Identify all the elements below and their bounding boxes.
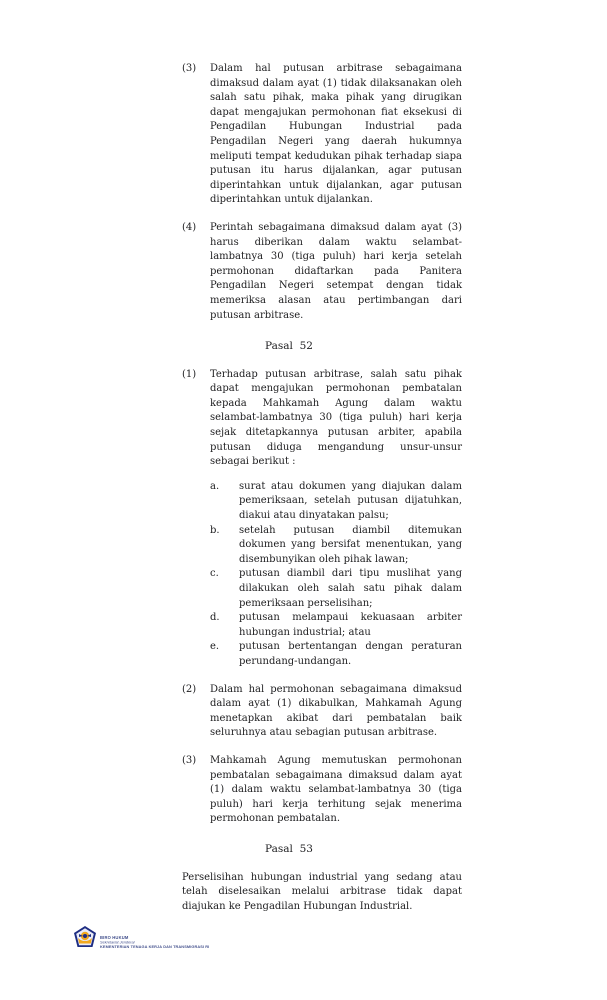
sub-item-c xyxy=(210,567,462,611)
sub-item-text: putusan melampaui kekuasaan arbiter hubungan industrial; atau xyxy=(239,612,462,638)
footer-org-unit: Sekretariat Jenderal xyxy=(100,940,135,945)
clause-number: (2) xyxy=(182,683,197,695)
footer-text xyxy=(100,930,290,948)
sub-item-letter: c. xyxy=(210,568,219,580)
footer-ministry-name: KEMENTERIAN TENAGA KERJA DAN TRANSMIGRASI RI xyxy=(100,945,210,949)
sub-item-letter: b. xyxy=(210,524,220,536)
pasal53-text: Perselisihan hubungan industrial yang sedang atau telah diselesaikan melalui arbitrase tidak dapat diajukan ke Pengadilan Hubungan Industrial. xyxy=(182,871,462,912)
sub-item-text: setelah putusan diambil ditemukan dokumen yang bersifat menentukan, yang disembunyikan oleh pihak lawan; xyxy=(239,524,462,565)
sub-item-b xyxy=(210,524,462,568)
footer-org-name: BIRO HUKUM xyxy=(100,935,129,941)
document-body xyxy=(182,62,462,914)
sub-item-letter: e. xyxy=(210,641,220,653)
pasal-52-heading: Pasal 52 xyxy=(265,340,313,353)
sub-item-text: putusan diambil dari tipu muslihat yang dilakukan oleh salah satu pihak dalam pemeriksaan perselisihan; xyxy=(239,568,462,609)
clause-ayat-4 xyxy=(182,221,462,323)
pasal52-clause-2 xyxy=(182,683,462,741)
pasal52-clause-3 xyxy=(182,754,462,827)
clause-number: (3) xyxy=(182,754,197,766)
pasal-53-heading: Pasal 53 xyxy=(265,842,313,855)
clause-text: Perintah sebagaimana dimaksud dalam ayat (3) harus diberikan dalam waktu selambat-lambatnya 30 (tiga puluh) hari kerja setelah permohonan didaftarkan pada Panitera Pengadilan Negeri setempat dengan tidak memeriksa alasan atau pertimbangan dari putusan arbitrase. xyxy=(210,221,462,321)
clause-number: (4) xyxy=(182,221,197,233)
sub-item-text: surat atau dokumen yang diajukan dalam pemeriksaan, setelah putusan dijatuhkan, diakui atau dinyatakan palsu; xyxy=(239,480,462,522)
pasal52-clause1-sublist xyxy=(210,480,462,670)
sub-item-letter: d. xyxy=(210,612,220,624)
pasal52-clause-1 xyxy=(182,368,462,670)
sub-item-a xyxy=(210,480,462,524)
clause-ayat-3 xyxy=(182,62,462,208)
clause-text: Dalam hal putusan arbitrase sebagaimana dimaksud dalam ayat (1) tidak dilaksanakan oleh salah satu pihak, maka pihak yang dirugikan dapat mengajukan permohonan fiat eksekusi di Pengadilan Hubungan Industrial pada Pengadilan Negeri yang daerah hukumnya meliputi tempat kedudukan pihak terhadap siapa putusan itu harus dijalankan, agar putusan diperintahkan untuk dijalankan, agar putusan diperintahkan untuk dijalankan. xyxy=(210,63,462,206)
footer xyxy=(73,925,290,953)
clause-number: (1) xyxy=(182,368,197,380)
ministry-emblem-icon xyxy=(73,925,97,953)
clause-text: Dalam hal permohonan sebagaimana dimaksud dalam ayat (1) dikabulkan, Mahkamah Agung menetapkan akibat dari pembatalan baik seluruhnya atau sebagian putusan arbitrase. xyxy=(210,683,462,739)
sub-item-letter: a. xyxy=(210,480,220,492)
clause-number: (3) xyxy=(182,63,197,74)
sub-item-text: putusan bertentangan dengan peraturan perundang-undangan. xyxy=(239,641,462,667)
clause-text: Terhadap putusan arbitrase, salah satu pihak dapat mengajukan permohonan pembatalan kepada Mahkamah Agung dalam waktu selambat-lambatnya 30 (tiga puluh) hari kerja sejak ditetapkannya putusan arbiter, apabila putusan diduga mengandung unsur-unsur sebagai berikut : xyxy=(210,368,462,468)
sub-item-d xyxy=(210,611,462,640)
clause-text: Mahkamah Agung memutuskan permohonan pembatalan sebagaimana dimaksud dalam ayat (1) dalam waktu selambat-lambatnya 30 (tiga puluh) hari kerja terhitung sejak menerima permohonan pembatalan. xyxy=(210,754,462,825)
sub-item-e xyxy=(210,640,462,669)
